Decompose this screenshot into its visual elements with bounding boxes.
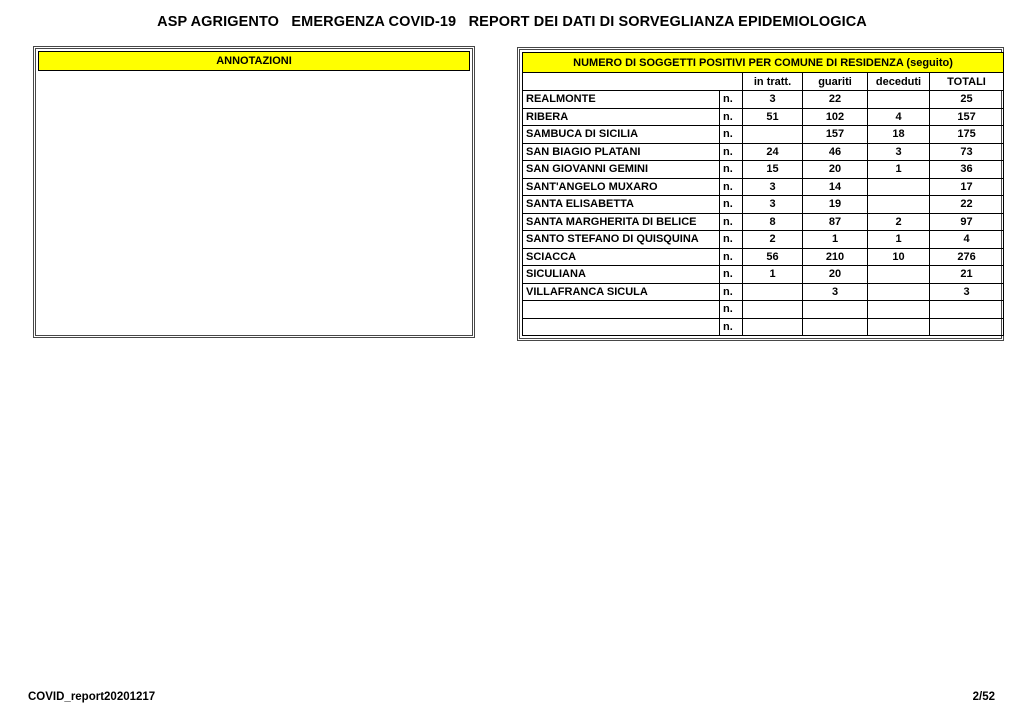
positives-table bbox=[522, 52, 1004, 336]
comune-cell: SAMBUCA DI SICILIA bbox=[523, 126, 720, 144]
deceduti-cell: 10 bbox=[868, 248, 930, 266]
comune-cell: SANTO STEFANO DI QUISQUINA bbox=[523, 231, 720, 249]
guariti-cell: 3 bbox=[803, 283, 868, 301]
table-row bbox=[523, 143, 1004, 161]
deceduti-cell: 3 bbox=[868, 143, 930, 161]
in-tratt-cell: 8 bbox=[743, 213, 803, 231]
column-header-spacer bbox=[523, 73, 743, 91]
in-tratt-cell: 24 bbox=[743, 143, 803, 161]
table-row bbox=[523, 248, 1004, 266]
totali-cell: 36 bbox=[930, 161, 1004, 179]
guariti-cell: 19 bbox=[803, 196, 868, 214]
positives-table-panel bbox=[517, 47, 1004, 341]
deceduti-cell: 4 bbox=[868, 108, 930, 126]
deceduti-cell bbox=[868, 178, 930, 196]
n-label-cell: n. bbox=[720, 108, 743, 126]
totali-cell: 21 bbox=[930, 266, 1004, 284]
guariti-cell: 102 bbox=[803, 108, 868, 126]
table-header-row bbox=[523, 73, 1004, 91]
in-tratt-cell: 15 bbox=[743, 161, 803, 179]
n-label-cell: n. bbox=[720, 161, 743, 179]
table-row bbox=[523, 213, 1004, 231]
deceduti-cell bbox=[868, 91, 930, 109]
n-label-cell: n. bbox=[720, 231, 743, 249]
in-tratt-cell: 3 bbox=[743, 196, 803, 214]
comune-cell: SANTA ELISABETTA bbox=[523, 196, 720, 214]
comune-cell: REALMONTE bbox=[523, 91, 720, 109]
in-tratt-cell bbox=[743, 301, 803, 319]
guariti-cell: 157 bbox=[803, 126, 868, 144]
page-footer bbox=[28, 691, 995, 703]
comune-cell bbox=[523, 301, 720, 319]
column-header-in-tratt: in tratt. bbox=[743, 73, 803, 91]
totali-cell bbox=[930, 318, 1004, 336]
guariti-cell: 210 bbox=[803, 248, 868, 266]
in-tratt-cell: 3 bbox=[743, 91, 803, 109]
comune-cell: SANT'ANGELO MUXARO bbox=[523, 178, 720, 196]
table-row bbox=[523, 161, 1004, 179]
totali-cell: 22 bbox=[930, 196, 1004, 214]
in-tratt-cell: 1 bbox=[743, 266, 803, 284]
comune-cell: RIBERA bbox=[523, 108, 720, 126]
n-label-cell: n. bbox=[720, 301, 743, 319]
deceduti-cell: 1 bbox=[868, 161, 930, 179]
n-label-cell: n. bbox=[720, 266, 743, 284]
table-row bbox=[523, 126, 1004, 144]
n-label-cell: n. bbox=[720, 196, 743, 214]
guariti-cell bbox=[803, 301, 868, 319]
deceduti-cell: 18 bbox=[868, 126, 930, 144]
n-label-cell: n. bbox=[720, 318, 743, 336]
in-tratt-cell bbox=[743, 126, 803, 144]
annotations-panel bbox=[33, 46, 475, 338]
page-title: ASP AGRIGENTO EMERGENZA COVID-19 REPORT DEI DATI DI SORVEGLIANZA EPIDEMIOLOGICA bbox=[157, 14, 867, 30]
positives-table-body bbox=[523, 91, 1004, 336]
table-row bbox=[523, 91, 1004, 109]
table-row bbox=[523, 196, 1004, 214]
totali-cell: 3 bbox=[930, 283, 1004, 301]
n-label-cell: n. bbox=[720, 178, 743, 196]
footer-page-number: 2/52 bbox=[972, 691, 995, 703]
comune-cell: VILLAFRANCA SICULA bbox=[523, 283, 720, 301]
totali-cell: 175 bbox=[930, 126, 1004, 144]
column-header-guariti: guariti bbox=[803, 73, 868, 91]
column-header-totali: TOTALI bbox=[930, 73, 1004, 91]
comune-cell: SCIACCA bbox=[523, 248, 720, 266]
in-tratt-cell: 3 bbox=[743, 178, 803, 196]
comune-cell bbox=[523, 318, 720, 336]
totali-cell: 97 bbox=[930, 213, 1004, 231]
in-tratt-cell: 2 bbox=[743, 231, 803, 249]
table-row bbox=[523, 318, 1004, 336]
annotations-header: ANNOTAZIONI bbox=[38, 51, 470, 71]
in-tratt-cell: 51 bbox=[743, 108, 803, 126]
guariti-cell: 20 bbox=[803, 266, 868, 284]
in-tratt-cell bbox=[743, 318, 803, 336]
n-label-cell: n. bbox=[720, 213, 743, 231]
deceduti-cell bbox=[868, 301, 930, 319]
table-row bbox=[523, 283, 1004, 301]
table-row bbox=[523, 178, 1004, 196]
guariti-cell: 20 bbox=[803, 161, 868, 179]
deceduti-cell: 1 bbox=[868, 231, 930, 249]
deceduti-cell: 2 bbox=[868, 213, 930, 231]
table-title-row bbox=[523, 53, 1004, 73]
totali-cell bbox=[930, 301, 1004, 319]
table-row bbox=[523, 301, 1004, 319]
totali-cell: 25 bbox=[930, 91, 1004, 109]
n-label-cell: n. bbox=[720, 126, 743, 144]
table-row bbox=[523, 108, 1004, 126]
n-label-cell: n. bbox=[720, 143, 743, 161]
column-header-deceduti: deceduti bbox=[868, 73, 930, 91]
guariti-cell: 14 bbox=[803, 178, 868, 196]
deceduti-cell bbox=[868, 318, 930, 336]
guariti-cell bbox=[803, 318, 868, 336]
totali-cell: 17 bbox=[930, 178, 1004, 196]
comune-cell: SAN BIAGIO PLATANI bbox=[523, 143, 720, 161]
n-label-cell: n. bbox=[720, 91, 743, 109]
totali-cell: 73 bbox=[930, 143, 1004, 161]
guariti-cell: 1 bbox=[803, 231, 868, 249]
comune-cell: SANTA MARGHERITA DI BELICE bbox=[523, 213, 720, 231]
table-title: NUMERO DI SOGGETTI POSITIVI PER COMUNE DI RESIDENZA (seguito) bbox=[523, 53, 1004, 73]
n-label-cell: n. bbox=[720, 248, 743, 266]
in-tratt-cell bbox=[743, 283, 803, 301]
in-tratt-cell: 56 bbox=[743, 248, 803, 266]
totali-cell: 157 bbox=[930, 108, 1004, 126]
totali-cell: 4 bbox=[930, 231, 1004, 249]
annotations-body bbox=[38, 71, 470, 333]
comune-cell: SAN GIOVANNI GEMINI bbox=[523, 161, 720, 179]
guariti-cell: 87 bbox=[803, 213, 868, 231]
comune-cell: SICULIANA bbox=[523, 266, 720, 284]
footer-filename: COVID_report20201217 bbox=[28, 691, 156, 703]
table-row bbox=[523, 266, 1004, 284]
deceduti-cell bbox=[868, 196, 930, 214]
table-row bbox=[523, 231, 1004, 249]
n-label-cell: n. bbox=[720, 283, 743, 301]
totali-cell: 276 bbox=[930, 248, 1004, 266]
deceduti-cell bbox=[868, 283, 930, 301]
guariti-cell: 22 bbox=[803, 91, 868, 109]
deceduti-cell bbox=[868, 266, 930, 284]
guariti-cell: 46 bbox=[803, 143, 868, 161]
